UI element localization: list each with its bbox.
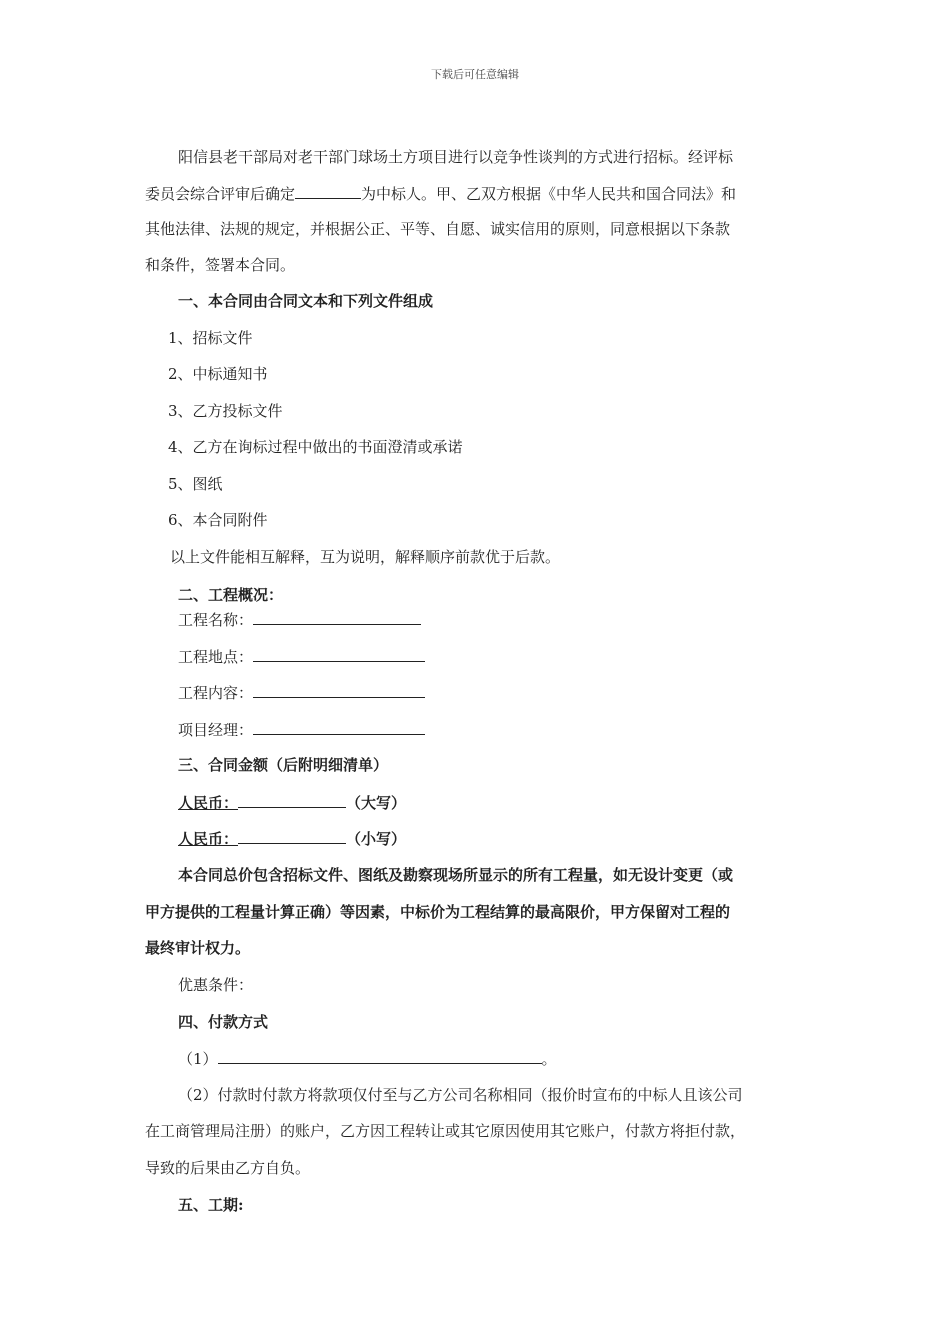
section4-title: 四、付款方式: [178, 1013, 269, 1031]
section1-item: 3、乙方投标文件: [168, 402, 283, 420]
blank-line: [253, 682, 425, 698]
discount-conditions: 优惠条件：: [178, 976, 254, 994]
total-price-line-2: 甲方提供的工程量计算正确）等因素，中标价为工程结算的最高限价，甲方保留对工程的: [145, 903, 731, 921]
intro-line-2: 委员会综合评审后确定 为中标人。甲、乙双方根据《中华人民共和国合同法》和: [145, 185, 737, 203]
section1-item: 1、招标文件: [168, 329, 253, 347]
blank-line: [218, 1048, 542, 1064]
blank-line: [253, 719, 425, 735]
amount-lower-field: 人民币： （小写）: [178, 830, 407, 848]
section1-title: 一、本合同由合同文本和下列文件组成: [178, 292, 434, 310]
section1-item: 5、图纸: [168, 475, 223, 493]
section1-item: 4、乙方在询标过程中做出的书面澄清或承诺: [168, 438, 463, 456]
total-price-line-1: 本合同总价包含招标文件、图纸及勘察现场所显示的所有工程量，如无设计变更（或: [178, 866, 734, 884]
blank-line: [238, 792, 346, 808]
section1-note: 以上文件能相互解释，互为说明，解释顺序前款优于后款。: [170, 548, 561, 566]
blank-line: [238, 828, 346, 844]
payment-item-2-line-2: 在工商管理局注册）的账户，乙方因工程转让或其它原因使用其它账户，付款方将拒付款，: [145, 1122, 746, 1140]
total-price-line-3: 最终审计权力。: [145, 939, 251, 957]
payment-item-2-line-3: 导致的后果由乙方自负。: [145, 1159, 311, 1177]
project-location-field: 工程地点：: [178, 646, 425, 667]
intro-line-1: 阳信县老干部局对老干部门球场土方项目进行以竞争性谈判的方式进行招标。经评标: [178, 148, 734, 166]
payment-item-1: （1） 。: [178, 1050, 557, 1068]
intro-line-4: 和条件，签署本合同。: [145, 256, 296, 274]
section3-title: 三、合同金额（后附明细清单）: [178, 756, 389, 774]
section1-item: 2、中标通知书: [168, 365, 268, 383]
section1-item: 6、本合同附件: [168, 511, 268, 529]
project-content-field: 工程内容：: [178, 682, 425, 703]
project-name-field: 工程名称：: [178, 609, 421, 630]
amount-upper-field: 人民币： （大写）: [178, 794, 407, 812]
project-manager-field: 项目经理：: [178, 719, 425, 740]
section5-title: 五、工期:: [178, 1196, 244, 1214]
page-header: 下载后可任意编辑: [431, 68, 519, 81]
winner-blank: [295, 183, 361, 199]
section2-title: 二、工程概况：: [178, 586, 284, 604]
payment-item-2-line-1: （2）付款时付款方将款项仅付至与乙方公司名称相同（报价时宣布的中标人且该公司: [178, 1086, 743, 1104]
intro-line-3: 其他法律、法规的规定，并根据公正、平等、自愿、诚实信用的原则，同意根据以下条款: [145, 220, 731, 238]
blank-line: [253, 609, 421, 625]
blank-line: [253, 646, 425, 662]
